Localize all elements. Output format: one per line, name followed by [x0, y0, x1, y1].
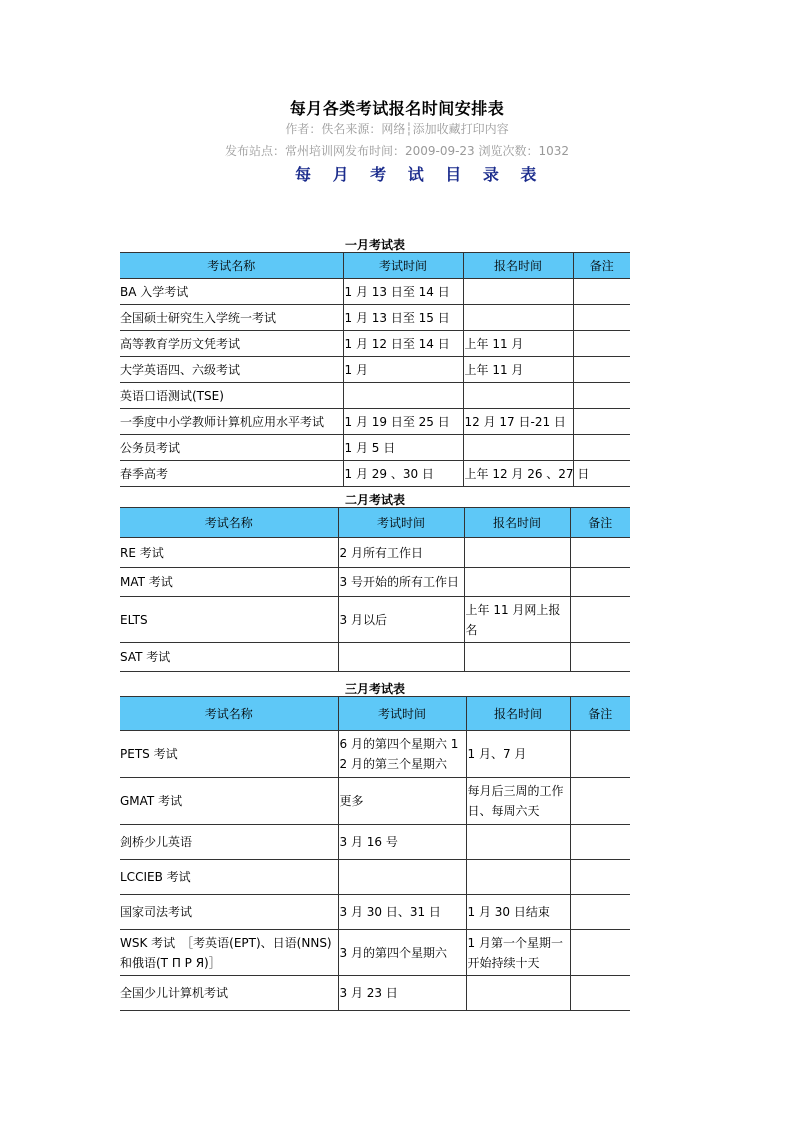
exam-name-cell: 英语口语测试(TSE) [120, 383, 343, 409]
remarks-cell [570, 643, 630, 672]
table-row [120, 597, 630, 643]
exam-time-cell: 2 月所有工作日 [338, 538, 464, 568]
table-row [120, 976, 630, 1011]
registration-time-cell: 每月后三周的工作日、每周六天 [466, 778, 570, 825]
exam-time-cell: 1 月 13 日至 15 日 [343, 305, 463, 331]
remarks-cell [570, 930, 630, 976]
table-row [120, 825, 630, 860]
exam-name-cell: 大学英语四、六级考试 [120, 357, 343, 383]
remarks-cell [570, 597, 630, 643]
table-row [120, 778, 630, 825]
column-header-exam-time: 考试时间 [343, 253, 463, 279]
column-header-remarks: 备注 [570, 697, 630, 731]
registration-time-cell [464, 643, 570, 672]
registration-time-cell [466, 825, 570, 860]
exam-name-cell: PETS 考试 [120, 731, 338, 778]
registration-time-cell: 12 月 17 日-21 日 [463, 409, 573, 435]
table-row [120, 331, 630, 357]
exam-name-cell: 全国少儿计算机考试 [120, 976, 338, 1011]
remarks-cell [573, 435, 630, 461]
column-header-registration-time: 报名时间 [466, 697, 570, 731]
remarks-cell [573, 279, 630, 305]
exam-time-cell: 1 月 5 日 [343, 435, 463, 461]
table-row [120, 435, 630, 461]
remarks-cell [570, 778, 630, 825]
table-row [120, 643, 630, 672]
exam-name-cell: WSK 考试 ［考英语(EPT)、日语(NNS)和俄语(Т П Р Я)］ [120, 930, 338, 976]
exam-time-cell: 3 月的第四个星期六 [338, 930, 466, 976]
publish-info-line: 发布站点：常州培训网发布时间：2009-09-23 浏览次数：1032 [224, 144, 570, 158]
table-row [120, 279, 630, 305]
remarks-cell [573, 331, 630, 357]
exam-name-cell: SAT 考试 [120, 643, 338, 672]
registration-time-cell [466, 976, 570, 1011]
march-exam-table [120, 696, 630, 1011]
january-exam-table [120, 252, 630, 487]
exam-time-cell: 1 月 29 、30 日 [343, 461, 463, 487]
table-header-row [120, 697, 630, 731]
exam-name-cell: BA 入学考试 [120, 279, 343, 305]
registration-time-cell: 上年 11 月网上报名 [464, 597, 570, 643]
exam-name-cell: 一季度中小学教师计算机应用水平考试 [120, 409, 343, 435]
exam-time-cell [338, 860, 466, 895]
remarks-cell [570, 731, 630, 778]
column-header-exam-name: 考试名称 [120, 253, 343, 279]
remarks-cell [570, 976, 630, 1011]
registration-time-cell [464, 568, 570, 597]
month-title-january: 一月考试表 [344, 238, 405, 252]
registration-time-cell [466, 860, 570, 895]
table-row [120, 383, 630, 409]
exam-time-cell [343, 383, 463, 409]
exam-time-cell: 1 月 [343, 357, 463, 383]
exam-name-cell: MAT 考试 [120, 568, 338, 597]
table-header-row [120, 253, 630, 279]
exam-name-cell: 高等教育学历文凭考试 [120, 331, 343, 357]
column-header-registration-time: 报名时间 [463, 253, 573, 279]
registration-time-cell [464, 538, 570, 568]
table-row [120, 930, 630, 976]
column-header-registration-time: 报名时间 [464, 508, 570, 538]
exam-name-cell: 国家司法考试 [120, 895, 338, 930]
remarks-cell [570, 538, 630, 568]
exam-name-cell: ELTS [120, 597, 338, 643]
table-row [120, 357, 630, 383]
author-source-line: 作者：佚名来源：网络┆添加收藏打印内容 [285, 122, 509, 136]
column-header-exam-time: 考试时间 [338, 508, 464, 538]
table-row [120, 305, 630, 331]
registration-time-cell [463, 305, 573, 331]
registration-time-cell [463, 279, 573, 305]
month-title-february: 二月考试表 [344, 493, 405, 507]
remarks-cell [570, 568, 630, 597]
remarks-cell [570, 895, 630, 930]
remarks-cell [570, 825, 630, 860]
exam-name-cell: 剑桥少儿英语 [120, 825, 338, 860]
registration-time-cell: 1 月、7 月 [466, 731, 570, 778]
remarks-cell [570, 860, 630, 895]
table-header-row [120, 508, 630, 538]
table-row [120, 568, 630, 597]
exam-time-cell: 1 月 13 日至 14 日 [343, 279, 463, 305]
exam-name-cell: GMAT 考试 [120, 778, 338, 825]
exam-name-cell: 春季高考 [120, 461, 343, 487]
table-row [120, 461, 630, 487]
exam-name-cell: 全国硕士研究生入学统一考试 [120, 305, 343, 331]
document-title: 每月各类考试报名时间安排表 [289, 99, 505, 118]
remarks-cell [573, 305, 630, 331]
table-row [120, 409, 630, 435]
exam-time-cell: 3 月以后 [338, 597, 464, 643]
column-header-remarks: 备注 [570, 508, 630, 538]
column-header-exam-name: 考试名称 [120, 697, 338, 731]
remarks-cell [573, 383, 630, 409]
exam-directory-title: 每 月 考 试 目 录 表 [295, 165, 545, 184]
exam-time-cell: 3 月 16 号 [338, 825, 466, 860]
exam-time-cell: 1 月 12 日至 14 日 [343, 331, 463, 357]
table-row [120, 860, 630, 895]
column-header-exam-name: 考试名称 [120, 508, 338, 538]
registration-time-cell [463, 383, 573, 409]
registration-time-cell: 上年 11 月 [463, 331, 573, 357]
exam-name-cell: 公务员考试 [120, 435, 343, 461]
remarks-cell [573, 357, 630, 383]
exam-name-cell: RE 考试 [120, 538, 338, 568]
exam-name-cell: LCCIEB 考试 [120, 860, 338, 895]
february-exam-table [120, 507, 630, 672]
remarks-cell [573, 409, 630, 435]
table-row [120, 895, 630, 930]
registration-time-cell: 1 月第一个星期一开始持续十天 [466, 930, 570, 976]
table-row [120, 538, 630, 568]
exam-time-cell: 3 月 30 日、31 日 [338, 895, 466, 930]
exam-time-cell: 3 号开始的所有工作日 [338, 568, 464, 597]
registration-time-cell: 上年 12 月 26 、27 日 [463, 461, 573, 487]
column-header-exam-time: 考试时间 [338, 697, 466, 731]
table-row [120, 731, 630, 778]
registration-time-cell: 上年 11 月 [463, 357, 573, 383]
exam-time-cell: 1 月 19 日至 25 日 [343, 409, 463, 435]
registration-time-cell: 1 月 30 日结束 [466, 895, 570, 930]
column-header-remarks: 备注 [573, 253, 630, 279]
exam-time-cell [338, 643, 464, 672]
exam-time-cell: 更多 [338, 778, 466, 825]
registration-time-cell [463, 435, 573, 461]
exam-time-cell: 6 月的第四个星期六 12 月的第三个星期六 [338, 731, 466, 778]
exam-time-cell: 3 月 23 日 [338, 976, 466, 1011]
month-title-march: 三月考试表 [344, 682, 405, 696]
